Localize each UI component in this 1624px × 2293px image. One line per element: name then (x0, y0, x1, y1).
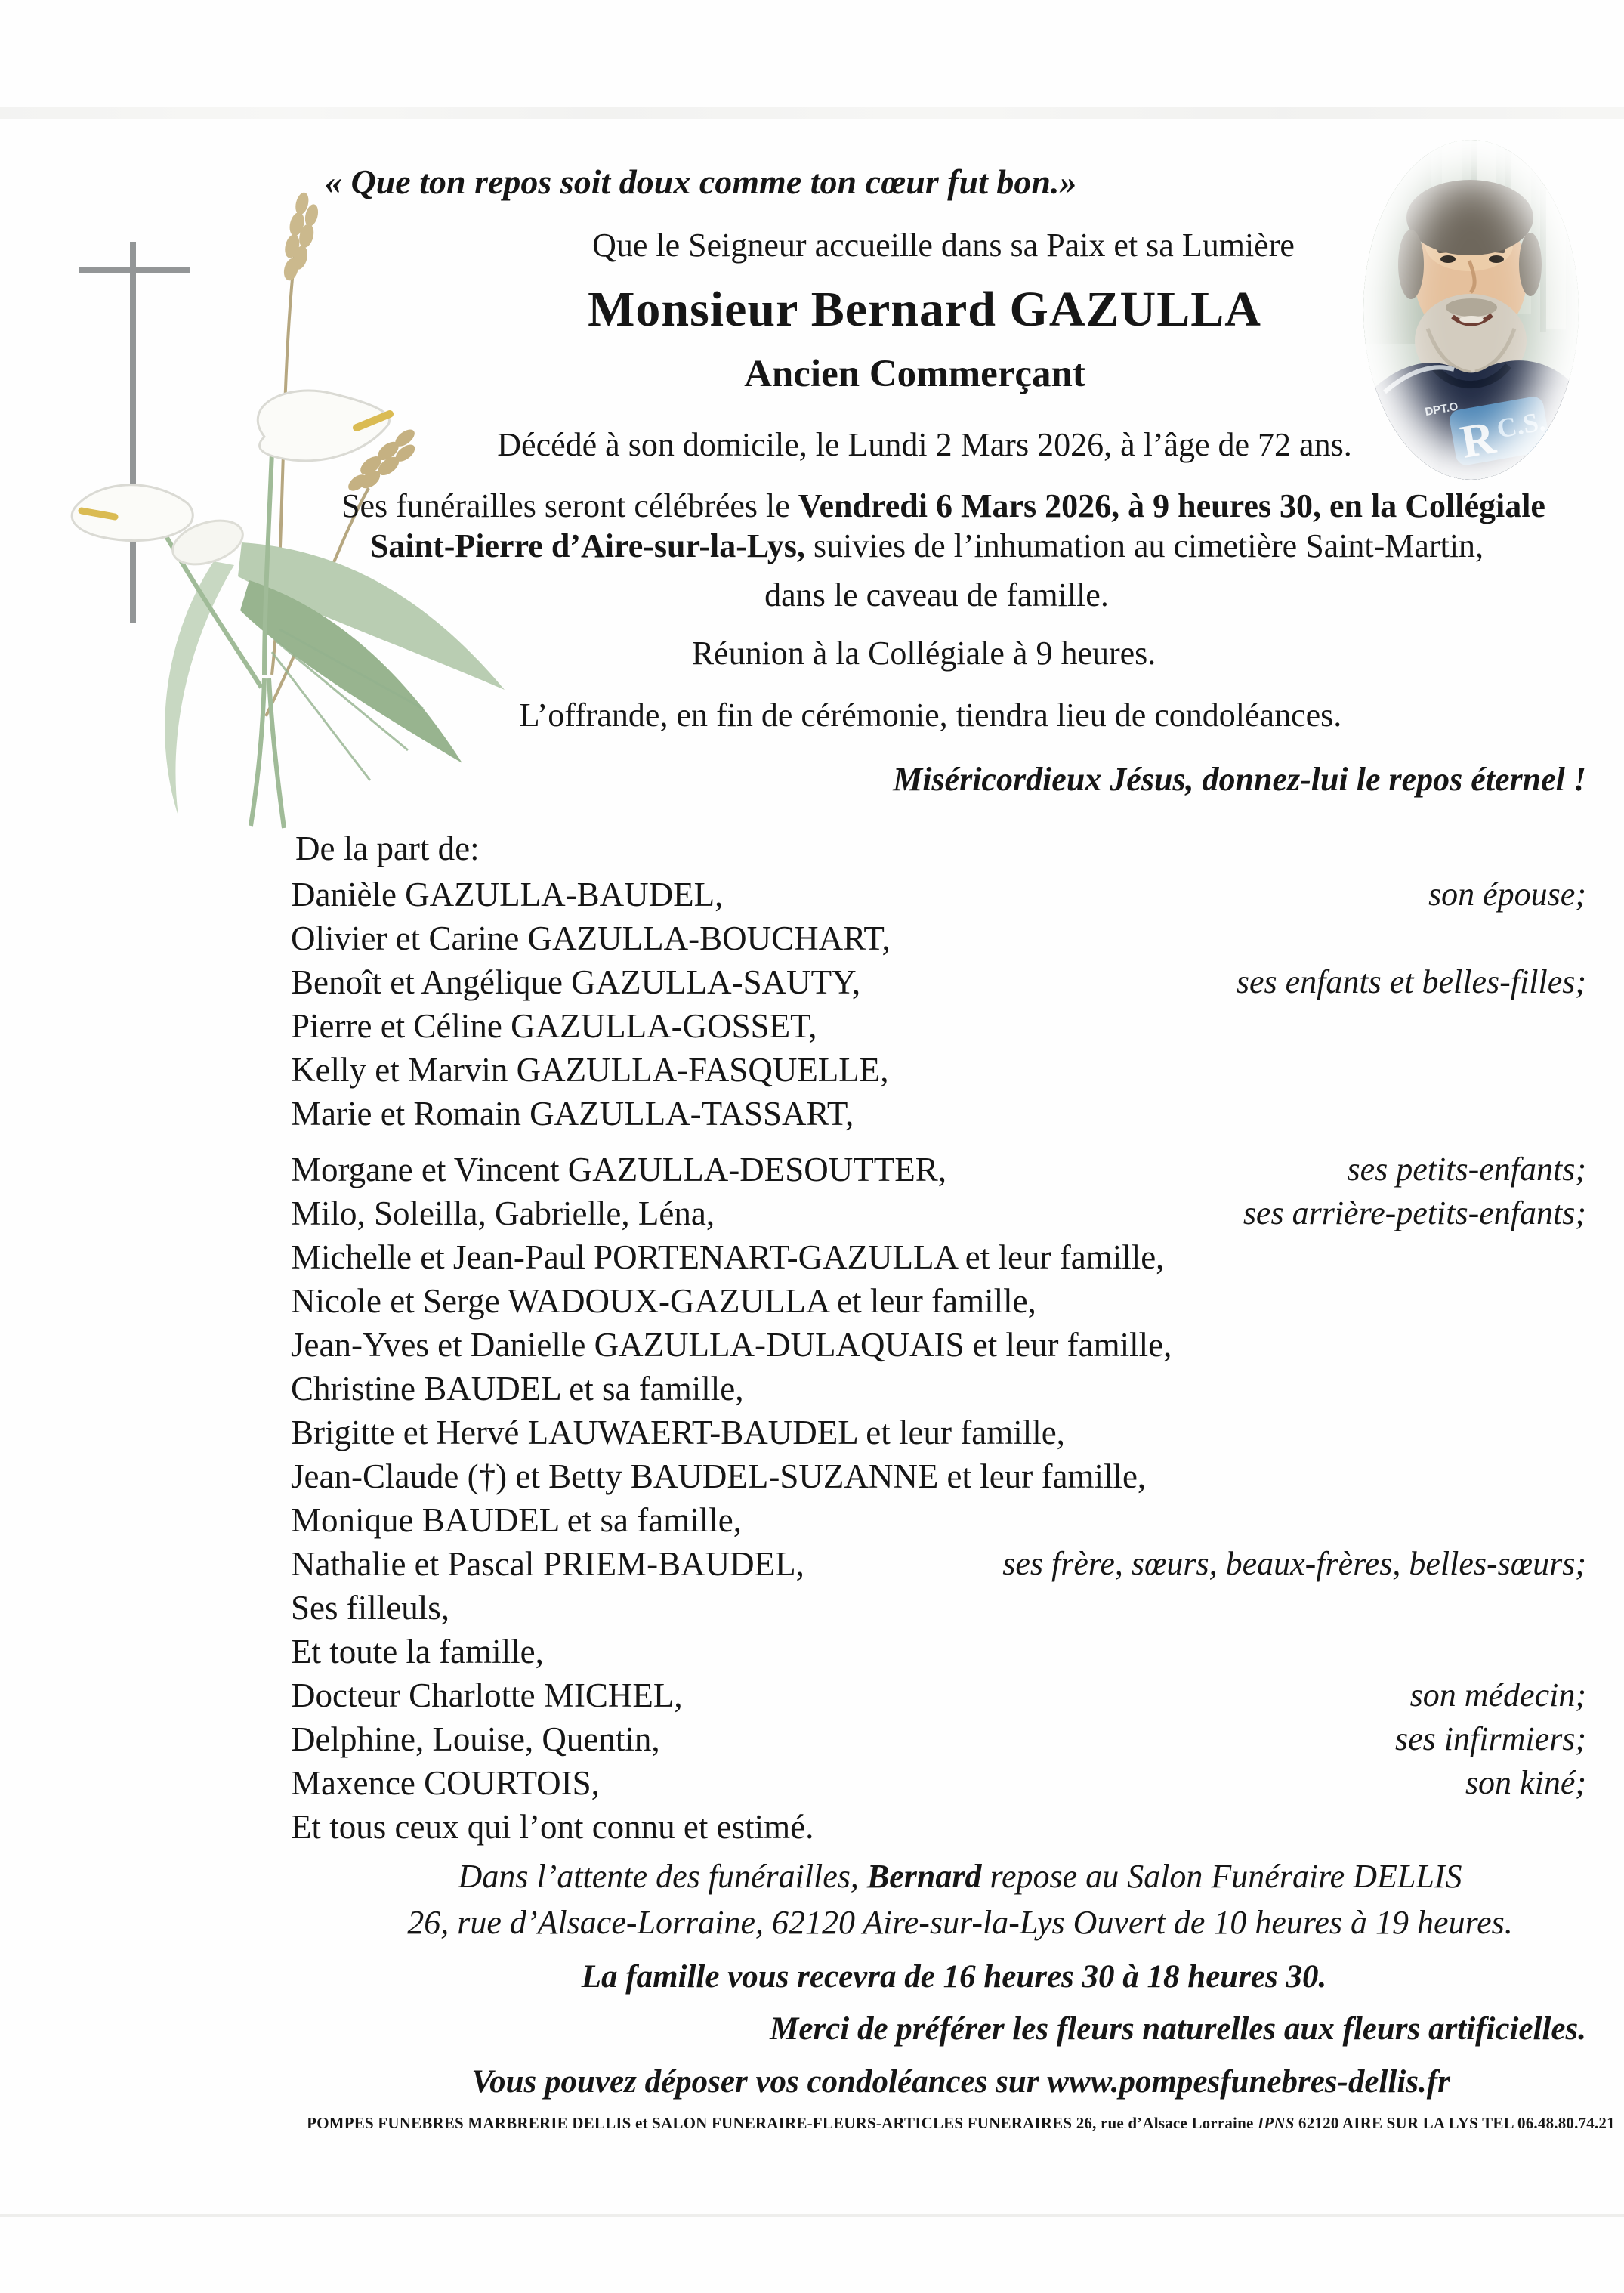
relative-name: Brigitte et Hervé LAUWAERT-BAUDEL et leur famille, (291, 1414, 1065, 1451)
prayer-line: Miséricordieux Jésus, donnez-lui le repos éternel ! (893, 761, 1586, 798)
relative-name: Christine BAUDEL et sa famille, (291, 1370, 744, 1408)
funeral-details-line1 (341, 487, 1545, 525)
relative-relation: son médecin; (1409, 1676, 1586, 1714)
relative-relation: ses frère, sœurs, beaux-frères, belles-sœurs; (1002, 1545, 1586, 1582)
repose-regular2: repose au Salon Funéraire DELLIS (981, 1858, 1462, 1895)
relative-relation: ses enfants et belles-filles; (1236, 963, 1586, 1000)
relative-name: Marie et Romain GAZULLA-TASSART, (291, 1095, 854, 1133)
relative-name: Danièle GAZULLA-BAUDEL, (291, 876, 724, 913)
relative-name: Pierre et Céline GAZULLA-GOSSET, (291, 1007, 817, 1045)
relative-name: Docteur Charlotte MICHEL, (291, 1676, 683, 1714)
relative-name: Et toute la famille, (291, 1633, 544, 1670)
relative-name: Michelle et Jean-Paul PORTENART-GAZULLA et leur famille, (291, 1238, 1165, 1276)
relative-name: Monique BAUDEL et sa famille, (291, 1501, 742, 1539)
funeral-line2-regular: suivies de l’inhumation au cimetière Saint-Martin, (804, 527, 1484, 564)
footer-ipns: IPNS (1257, 2114, 1295, 2132)
relative-relation: ses petits-enfants; (1347, 1151, 1586, 1188)
relative-relation: ses arrière-petits-enfants; (1243, 1194, 1586, 1231)
relative-row (291, 1498, 1586, 1542)
relative-row (291, 1586, 1586, 1630)
relative-row (291, 1279, 1586, 1323)
relative-row (291, 1673, 1586, 1717)
relative-name: Kelly et Marvin GAZULLA-FASQUELLE, (291, 1051, 889, 1089)
meeting-line: Réunion à la Collégiale à 9 heures. (691, 635, 1156, 672)
repose-regular1: Dans l’attente des funérailles, (458, 1858, 867, 1895)
relative-relation: ses infirmiers; (1395, 1720, 1586, 1757)
offering-line: L’offrande, en fin de cérémonie, tiendra lieu de condoléances. (519, 697, 1342, 734)
funeral-line1-bold: Vendredi 6 Mars 2026, à 9 heures 30, en la Collégiale (798, 487, 1545, 524)
relative-name: Nicole et Serge WADOUX-GAZULLA et leur famille, (291, 1282, 1036, 1320)
relative-name: Ses filleuls, (291, 1589, 449, 1627)
footer-part2: 62120 AIRE SUR LA LYS TEL 06.48.80.74.21 (1294, 2114, 1615, 2132)
relative-row (291, 1717, 1586, 1761)
relative-row (291, 960, 1586, 1004)
svg-text:C.S.: C.S. (1494, 406, 1548, 444)
relative-name: Milo, Soleilla, Gabrielle, Léna, (291, 1194, 715, 1232)
relative-row (291, 1411, 1586, 1454)
repose-name-bold: Bernard (866, 1858, 982, 1895)
relative-row (291, 1148, 1586, 1191)
condolences-website-line: Vous pouvez déposer vos condoléances sur www.pompesfunebres-dellis.fr (471, 2064, 1450, 2100)
relative-row (291, 1630, 1586, 1673)
relative-row (291, 1323, 1586, 1367)
relative-relation: son épouse; (1428, 876, 1586, 913)
funeral-line2-bold: Saint-Pierre d’Aire-sur-la-Lys, (369, 527, 805, 564)
relative-name: Delphine, Louise, Quentin, (291, 1720, 660, 1758)
funeral-home-footer (307, 2114, 1615, 2132)
relative-name: Nathalie et Pascal PRIEM-BAUDEL, (291, 1545, 804, 1583)
relative-row (291, 1235, 1586, 1279)
deceased-name: Monsieur Bernard GAZULLA (588, 282, 1261, 337)
relative-row (291, 1805, 1586, 1849)
relative-relation: son kiné; (1465, 1764, 1586, 1801)
relative-row (291, 1092, 1586, 1136)
relative-row (291, 1048, 1586, 1092)
funeral-home-address: 26, rue d’Alsace-Lorraine, 62120 Aire-sur-la-Lys Ouvert de 10 heures à 19 heures. (407, 1904, 1513, 1941)
relative-row (291, 1542, 1586, 1586)
relatives-list (291, 873, 1586, 1849)
deceased-occupation: Ancien Commerçant (744, 353, 1085, 395)
religious-invocation: Que le Seigneur accueille dans sa Paix et sa Lumière (592, 227, 1295, 264)
relative-name: Benoît et Angélique GAZULLA-SAUTY, (291, 963, 861, 1001)
epitaph-quote: « Que ton repos soit doux comme ton cœur fut bon.» (325, 162, 1077, 201)
funeral-details-line2 (370, 527, 1484, 565)
footer-part1: POMPES FUNEBRES MARBRERIE DELLIS et SALON FUNERAIRE-FLEURS-ARTICLES FUNERAIRES 26, rue d’Alsace Lorraine (307, 2114, 1258, 2132)
deceased-portrait-photo (1363, 140, 1579, 480)
death-announcement: Décédé à son domicile, le Lundi 2 Mars 2026, à l’âge de 72 ans. (497, 426, 1352, 463)
svg-text:DPT.O: DPT.O (1424, 400, 1459, 419)
relative-name: Olivier et Carine GAZULLA-BOUCHART, (291, 919, 891, 957)
relative-row (291, 873, 1586, 916)
relative-row (291, 1761, 1586, 1805)
funeral-line1-regular: Ses funérailles seront célébrées le (341, 487, 798, 524)
funeral-details-line3: dans le caveau de famille. (764, 576, 1109, 613)
relative-name: Maxence COURTOIS, (291, 1764, 600, 1802)
relative-row (291, 1367, 1586, 1411)
scan-artifact-line (0, 2214, 1624, 2217)
svg-text:R: R (1456, 412, 1499, 468)
relative-row (291, 1191, 1586, 1235)
relative-name: Morgane et Vincent GAZULLA-DESOUTTER, (291, 1151, 946, 1188)
relative-row (291, 1004, 1586, 1048)
relative-name: Jean-Yves et Danielle GAZULLA-DULAQUAIS et leur famille, (291, 1326, 1172, 1364)
relative-row (291, 1454, 1586, 1498)
relative-row (291, 916, 1586, 960)
portrait-photo-icon (1363, 140, 1579, 480)
from-label: De la part de: (295, 830, 480, 867)
repose-line (458, 1857, 1462, 1896)
relative-name: Et tous ceux qui l’ont connu et estimé. (291, 1808, 814, 1846)
reception-hours-line: La famille vous recevra de 16 heures 30 à 18 heures 30. (581, 1959, 1327, 1995)
flowers-request-line: Merci de préférer les fleurs naturelles aux fleurs artificielles. (770, 2011, 1586, 2047)
scan-artifact-band (0, 107, 1624, 119)
relative-name: Jean-Claude (†) et Betty BAUDEL-SUZANNE et leur famille, (291, 1457, 1147, 1495)
